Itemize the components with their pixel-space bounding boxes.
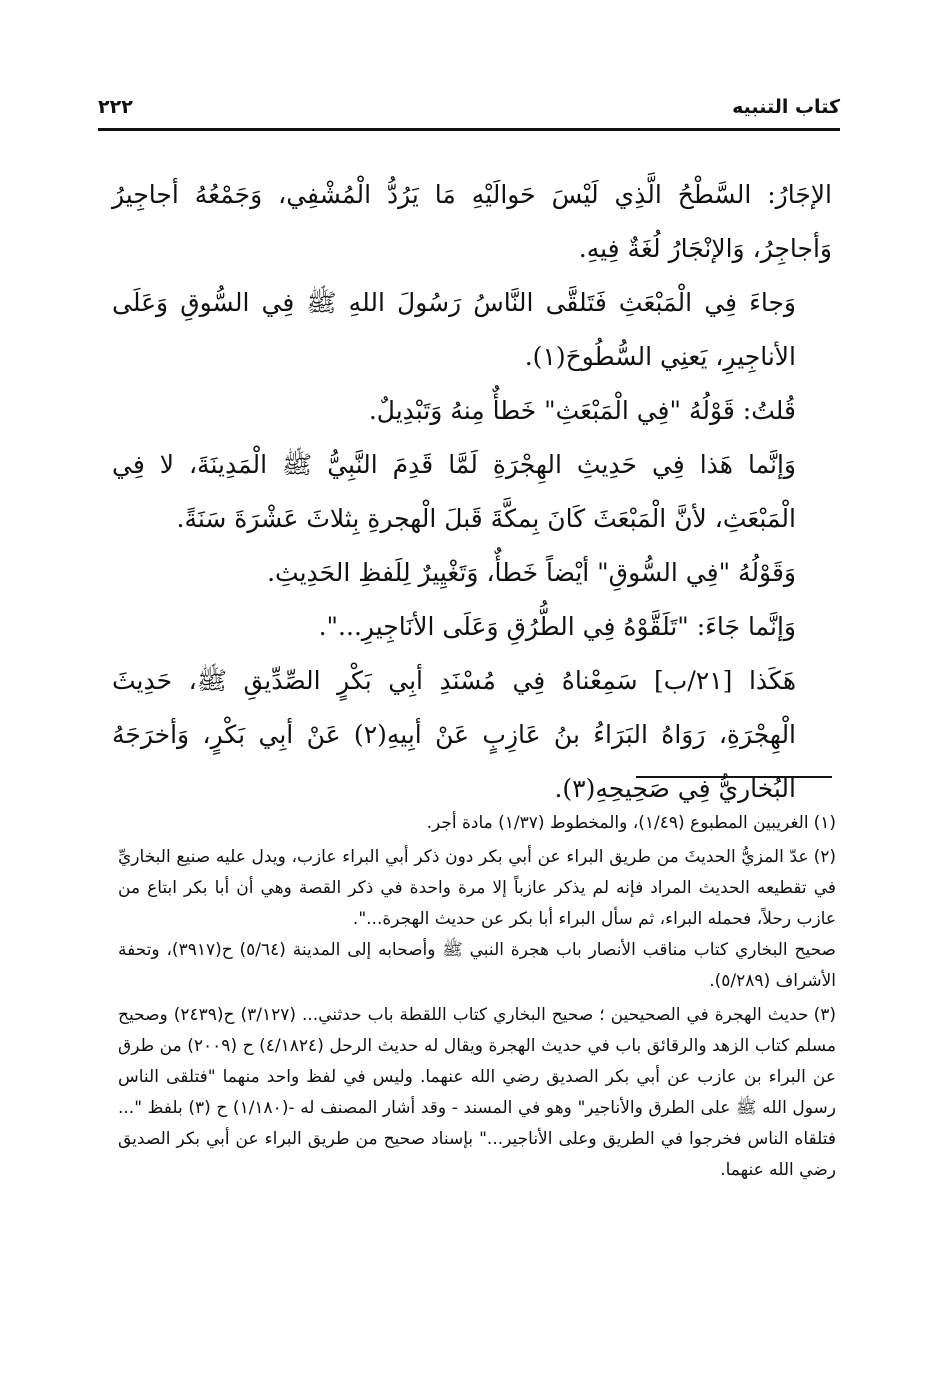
footnote-number: (٣) [813,1005,836,1025]
header-rule [98,128,840,131]
paragraph: وَجاءَ فِي الْمَبْعَثِ فَتَلقَّى النَّاسُ رَسُولَ اللهِ ﷺ فِي السُّوقِ وَعَلَى الأناجِيرِ، يَعنِي السُّطُوحَ(١). [112,288,796,371]
paragraph: قُلتُ: قَوْلُهُ "فِي الْمَبْعَثِ" خَطأٌ مِنهُ وَتَبْدِيلٌ. [368,396,796,425]
paragraph: وَقَوْلُهُ "فِي السُّوقِ" أيْضاً خَطأٌ، وَتَغْيِيرٌ لِلَفظِ الحَدِيثِ. [267,558,796,587]
footnote-1 [118,808,836,839]
footnote-text: حديث الهجرة في الصحيحين ؛ صحيح البخاري كتاب اللقطة باب حدثني... (٣/١٢٧) ح(٢٤٣٩) وصحيح مسلم كتاب الزهد والرقائق باب في حديث الهجرة ويقال له حديث الرحل (٤/١٨٢٤) ح (٢٠٠٩) من طرق عن البراء بن عازب عن أبي بكر الصديق رضي الله عنهما. وليس في لفظ واحد منهما "فتلقى الناس رسول الله ﷺ على الطرق والأناجير" وهو في المسند - وقد أشار المصنف له -(١/١٨٠) ح (٣) بلفظ "... فتلقاه الناس فخرجوا في الطريق وعلى الأناجير..." بإسناد صحيح من طريق البراء عن أبي بكر الصديق رضي الله عنهما. [118,1005,836,1180]
paragraph: وَإنَّما جَاءَ: "تَلَقَّوْهُ فِي الطُّرُقِ وَعَلَى الأنَاجِيرِ...". [318,612,796,641]
paragraph: وَإنَّما هَذا فِي حَدِيثِ الهِجْرَةِ لَمَّا قَدِمَ النَّبِيُّ ﷺ الْمَدِينَةَ، لا فِي الْمَبْعَثِ، لأنَّ الْمَبْعَثَ كَانَ بِمكَّةَ قَبلَ الْهجرةِ بِثلاثَ عَشْرَةَ سَنَةً. [112,450,796,533]
footnote-2 [118,842,836,997]
page-header [98,94,840,124]
footnote-3 [118,1000,836,1186]
footnote-text: عدّ المزيُّ الحديثَ من طريق البراء عن أبي بكر دون ذكر أبي البراء عازب، ويدل عليه صنيع البخاريِّ في تقطيعه الحديث المراد فإنه لم يذكر عازباً إلا مرة واحدة في ذكر القصة وهي أن أبا بكر ابتاع من عازب رحلاً، فحمله البراء، ثم سأل البراء أبا بكر عن حديث الهجرة...". [118,847,836,929]
paragraph: الإجَارُ: السَّطْحُ الَّذِي لَيْسَ حَوالَيْهِ مَا يَرُدُّ الْمُشْفِي، وَجَمْعُهُ أجاجِيرُ وَأجاجِرُ، وَالإنْجَارُ لُغَةٌ فِيهِ. [112,180,832,263]
footnote-text: الغريبين المطبوع (١/٤٩)، والمخطوط (١/٣٧) مادة أجر. [426,813,809,833]
footnote-number: (١) [813,813,836,833]
main-text [112,168,832,816]
footnotes [118,808,836,1189]
page-number: ٢٢٢ [98,96,133,118]
running-title: كتاب التنبيه [732,96,840,118]
footnote-separator [636,776,832,778]
footnote-text: صحيح البخاري كتاب مناقب الأنصار باب هجرة النبي ﷺ وأصحابه إلى المدينة (٥/٦٤) ح(٣٩١٧)، وتحفة الأشراف (٥/٢٨٩). [118,940,836,991]
paragraph: هَكَذا [٢١/ب] سَمِعْناهُ فِي مُسْنَدِ أبِي بَكْرٍ الصِّدِّيقِ ﷺ، حَدِيثَ الْهِجْرَةِ، رَوَاهُ البَرَاءُ بنُ عَازِبٍ عَنْ أبِيهِ(٢) عَنْ أبِي بَكْرٍ، وَأخرَجَهُ البُخاريُّ فِي صَحِيحِهِ(٣). [112,666,797,803]
footnote-number: (٢) [813,847,836,867]
